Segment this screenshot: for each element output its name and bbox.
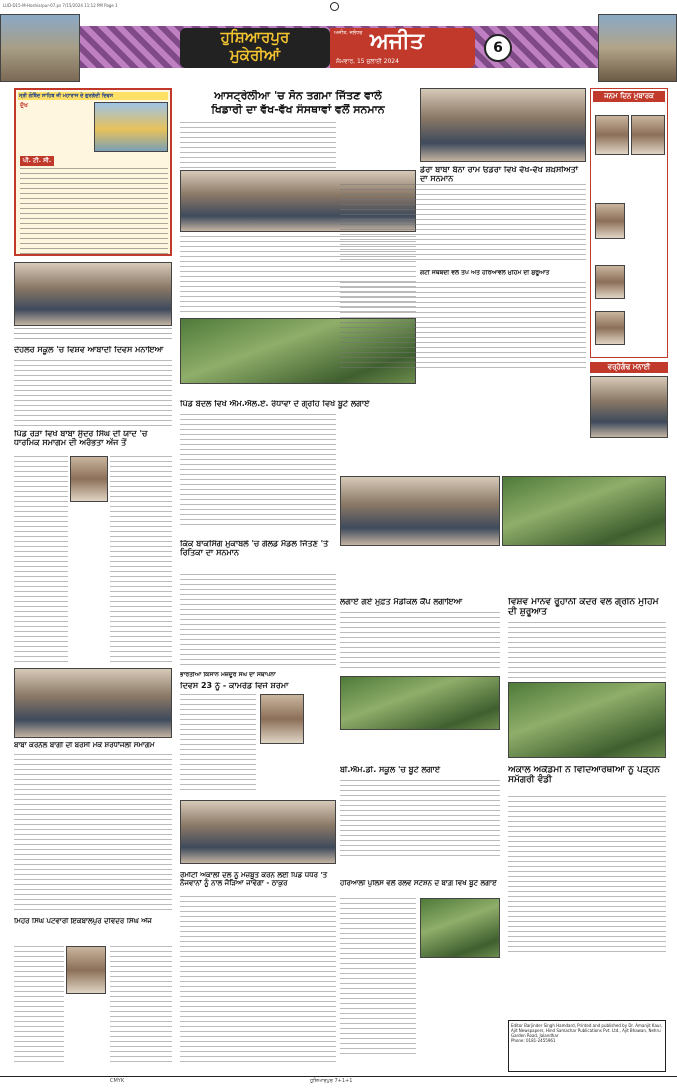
police-trees-photo [420, 898, 500, 958]
anniversary-title: ਵਰ੍ਹੇਗੰਢ ਮਨਾਈ [590, 362, 668, 373]
samagam-headline: ਬਾਬਾ ਕਰਨੈਲ ਬਾਗੀ ਦੀ ਬਰਸੀ ਮੌਕੇ ਸ਼ਰਧਾਂਜਲੀ ਸਮਾਗਮ [14, 742, 155, 749]
spiritual-photo-2 [508, 682, 666, 758]
medical-camp-photo-2 [340, 676, 500, 730]
ad-tag: ਪੀ. ਟੀ. ਸੀ. [20, 156, 54, 166]
obituary-headline: ਮਿਹਰ ਸਿੰਘ ਪਟਵਾਰੀ ਇਕਬਾਲਪੁਰ ਦਵਿੰਦਰ ਸਿੰਘ ਅੱਜ [14, 918, 152, 925]
spiritual-body [508, 622, 666, 678]
lead-headline-line1: ਆਸਟ੍ਰੇਲੀਆ 'ਚ ਸੋਨ ਤਗਮਾ ਜਿੱਤਣ ਵਾਲੇ [214, 90, 382, 102]
akali-headline: ਰੋਮੀਟੀ ਅਕਾਲੀ ਦਲ ਨੂੰ ਮਜ਼ਬੂਤ ਕਰਨ ਲਈ ਪਿੰਡ ਪੱਧਰ 'ਤੇ ਨੌਜਵਾਨਾਂ ਨੂੰ ਨਾਲ ਜੋੜਿਆ ਜਾਵੇਗਾ - ਠਾਕੁਰ [180, 872, 328, 887]
anniversary-photo [590, 376, 668, 438]
trees-roadside-body [340, 282, 586, 368]
samagam-photo [14, 668, 172, 738]
child-photo-3 [595, 203, 625, 239]
stationery-body [508, 796, 666, 956]
trees-roadside-headline: ਗੇਟੀ ਜਥੇਬੰਦੀ ਵਲੋਂ ਤਪੋ ਅਤੇ ਹਰਿਆਵਲ ਮੁਹਿੰਮ ਦੀ ਸ਼ੁਰੂਆਤ [420, 270, 550, 276]
trees-village-body [180, 414, 336, 526]
ad-body [20, 168, 168, 254]
imprint-phone: Phone: 0181-2455961 [511, 1038, 556, 1043]
union-headline: ਭਾਰਤੀਆ ਕਿਸਾਨ ਮਜ਼ਦੂਰ ਸੰਘ ਦਾ ਸਥਾਪਨਾ [180, 672, 276, 678]
masthead [0, 14, 677, 86]
school-caption [14, 328, 172, 342]
death-anniv-headline: ਦਿਵਸ 23 ਨੂੰ - ਕਾਮਰੇਡ ਵਿਜੇ ਸ਼ਰਮਾ [180, 682, 289, 690]
school-day-headline: ਦੋਹਲਰ ਸਕੂਲ 'ਚ ਵਿਸ਼ਵ ਆਬਾਦੀ ਦਿਵਸ ਮਨਾਇਆ [14, 346, 164, 354]
child-photo-4 [595, 265, 625, 299]
dera-headline: ਡੇਰਾ ਬਾਬਾ ਬੰਨਾ ਰਾਮ ਓਡਰਾ ਵਿਖੇ ਵੱਖ-ਵੱਖ ਸ਼ਖ਼ਸੀਅਤਾਂ ਦਾ ਸਨਮਾਨ [420, 166, 579, 183]
child-photo-5 [595, 311, 625, 345]
school-students-photo [14, 262, 172, 326]
kickboxing-headline: ਕਿੱਕ ਬਾਕਸਿੰਗ ਮੁਕਾਬਲੇ 'ਚ ਗੋਲਡ ਮੈਡਲ ਜਿੱਤਣ 'ਤੇ ਰਿਤਿਕਾ ਦਾ ਸਨਮਾਨ [180, 540, 329, 557]
trees-police-headline: ਹਰਿਆਲੀ ਪੁਲਿਸ ਵਲੋਂ ਰੇਲਵੇ ਸਟੇਸ਼ਨ ਦੇ ਬਾਗ਼ ਵਿਖੇ ਬੂਟੇ ਲਗਾਏ [340, 880, 497, 887]
section-title-box [180, 28, 330, 68]
akali-photo [180, 800, 336, 864]
masthead-photo-left [0, 14, 80, 82]
golden-temple-photo [94, 102, 168, 152]
page-number-badge: 6 [484, 34, 512, 62]
lead-headline-line2: ਖਿਡਾਰੀ ਦਾ ਵੱਖ-ਵੱਖ ਸੰਸਥਾਵਾਂ ਵਲੋਂ ਸਨਮਾਨ [211, 104, 385, 116]
paper-name: ਅਜੀਤ [370, 29, 424, 54]
seminar-headline: ਪਿੰਡ ਰੜਾ ਵਿਖੇ ਬਾਬਾ ਸੁੰਦਰ ਸਿੰਘ ਦੀ ਯਾਦ 'ਚ ਧਾਰਮਿਕ ਸਮਾਗਮ ਦੀ ਅਰੰਭਤਾ ਅੱਜ ਤੋਂ [14, 430, 148, 447]
medical-camp-body [340, 612, 500, 670]
dera-photo [420, 88, 586, 162]
death-anniv-body [180, 694, 256, 794]
footer-center: ਹੁਸ਼ਿਆਰਪੁਰ 7+1+1 [310, 1078, 353, 1084]
medical-camp-photo-1 [340, 476, 500, 546]
lead-body [180, 122, 336, 170]
stationery-headline: ਅਕਾਲ ਅਕੈਡਮੀ ਨੇ ਵਿਦਿਆਰਥੀਆਂ ਨੂੰ ਪੜ੍ਹਨ ਸਮੱਗਰੀ ਵੰਡੀ [508, 766, 660, 785]
masthead-photo-right [598, 14, 677, 82]
spiritual-headline: ਵਿਸ਼ਵ ਮਾਨਵ ਰੂਹਾਨੀ ਕੇਂਦਰ ਵਲੋਂ ਗ੍ਰੀਨ ਮੁਹਿੰਮ ਦੀ ਸ਼ੁਰੂਆਤ [508, 598, 659, 617]
spiritual-photo [502, 476, 666, 546]
section-title-line1: ਹੁਸ਼ਿਆਰਪੁਰ [220, 28, 290, 46]
section-title-line2: ਮੁਕੇਰੀਆਂ [229, 46, 281, 64]
medical-camp-headline: ਲਗਾਏ ਗਏ ਮੁਫ਼ਤ ਮੈਡੀਕਲ ਕੈਂਪ ਲਗਾਇਆ [340, 598, 463, 606]
footer-rule [0, 1076, 677, 1077]
obituary-body [14, 946, 64, 1066]
baba-portrait [70, 456, 108, 502]
seminar-body-2 [110, 456, 172, 666]
trees-village-headline: ਪਿੰਡ ਬੋਦਲ ਵਿਖੇ ਐਮ.ਐਲ.ਏ. ਰੰਧਾਵਾ ਦੇ ਗ੍ਰਹਿ ਵਿਖੇ ਬੂਟੇ ਲਗਾਏ [180, 400, 370, 408]
ad-title: ਸ੍ਰੀ ਗੋਬਿੰਦ ਸਾਹਿਬ ਜੀ ਮਹਾਰਾਜ ਦੇ ਗੁਰਗੱਦੀ ਦਿਵਸ [18, 92, 168, 100]
child-photo-1 [595, 115, 629, 155]
seminar-body [14, 456, 68, 666]
obituary-body-2 [110, 946, 172, 1066]
ad-box [14, 88, 172, 256]
samagam-body [14, 754, 172, 914]
bmd-school-body [340, 780, 500, 860]
akali-body [180, 896, 336, 1066]
trees-police-body [340, 898, 416, 1058]
bmd-school-headline: ਬੀ.ਐਮ.ਡੀ. ਸਕੂਲ 'ਚ ਬੂਟੇ ਲਗਾਏ [340, 766, 441, 774]
school-day-body [14, 360, 172, 428]
ad-subtitle: ਦੁੱਖ [20, 102, 28, 109]
paper-name-box [330, 28, 475, 68]
birthday-box [590, 88, 668, 358]
dera-body [340, 184, 586, 264]
edition-date: ਸੋਮਵਾਰ, 15 ਜੁਲਾਈ 2024 [336, 58, 399, 65]
obituary-portrait [66, 946, 106, 994]
footer-left: CMYK [110, 1078, 125, 1084]
registration-mark-icon [330, 2, 339, 11]
print-slug: LUD-D15-M-Hoshiarpur-07.ps 7/15/2024 11:12 PM Page 1 [3, 3, 118, 8]
paper-small: ਅਜੀਤ, ਜਲੰਧਰ [334, 30, 363, 36]
imprint-box [508, 1020, 666, 1072]
comrade-portrait [260, 694, 304, 744]
child-photo-2 [631, 115, 665, 155]
imprint-publisher: Editor Barjinder Singh Hamdard, Printed and published by Dr. Amanjit Kaur, Ajit Newspapers, Hind Samachar Publications Pvt. Ltd., Ajit Bhawan, Nehru Garden Road, Jalandhar [511, 1023, 663, 1038]
birthday-title: ਜਨਮ ਦਿਨ ਮੁਬਾਰਕ [593, 91, 665, 102]
kickboxing-body [180, 574, 336, 666]
